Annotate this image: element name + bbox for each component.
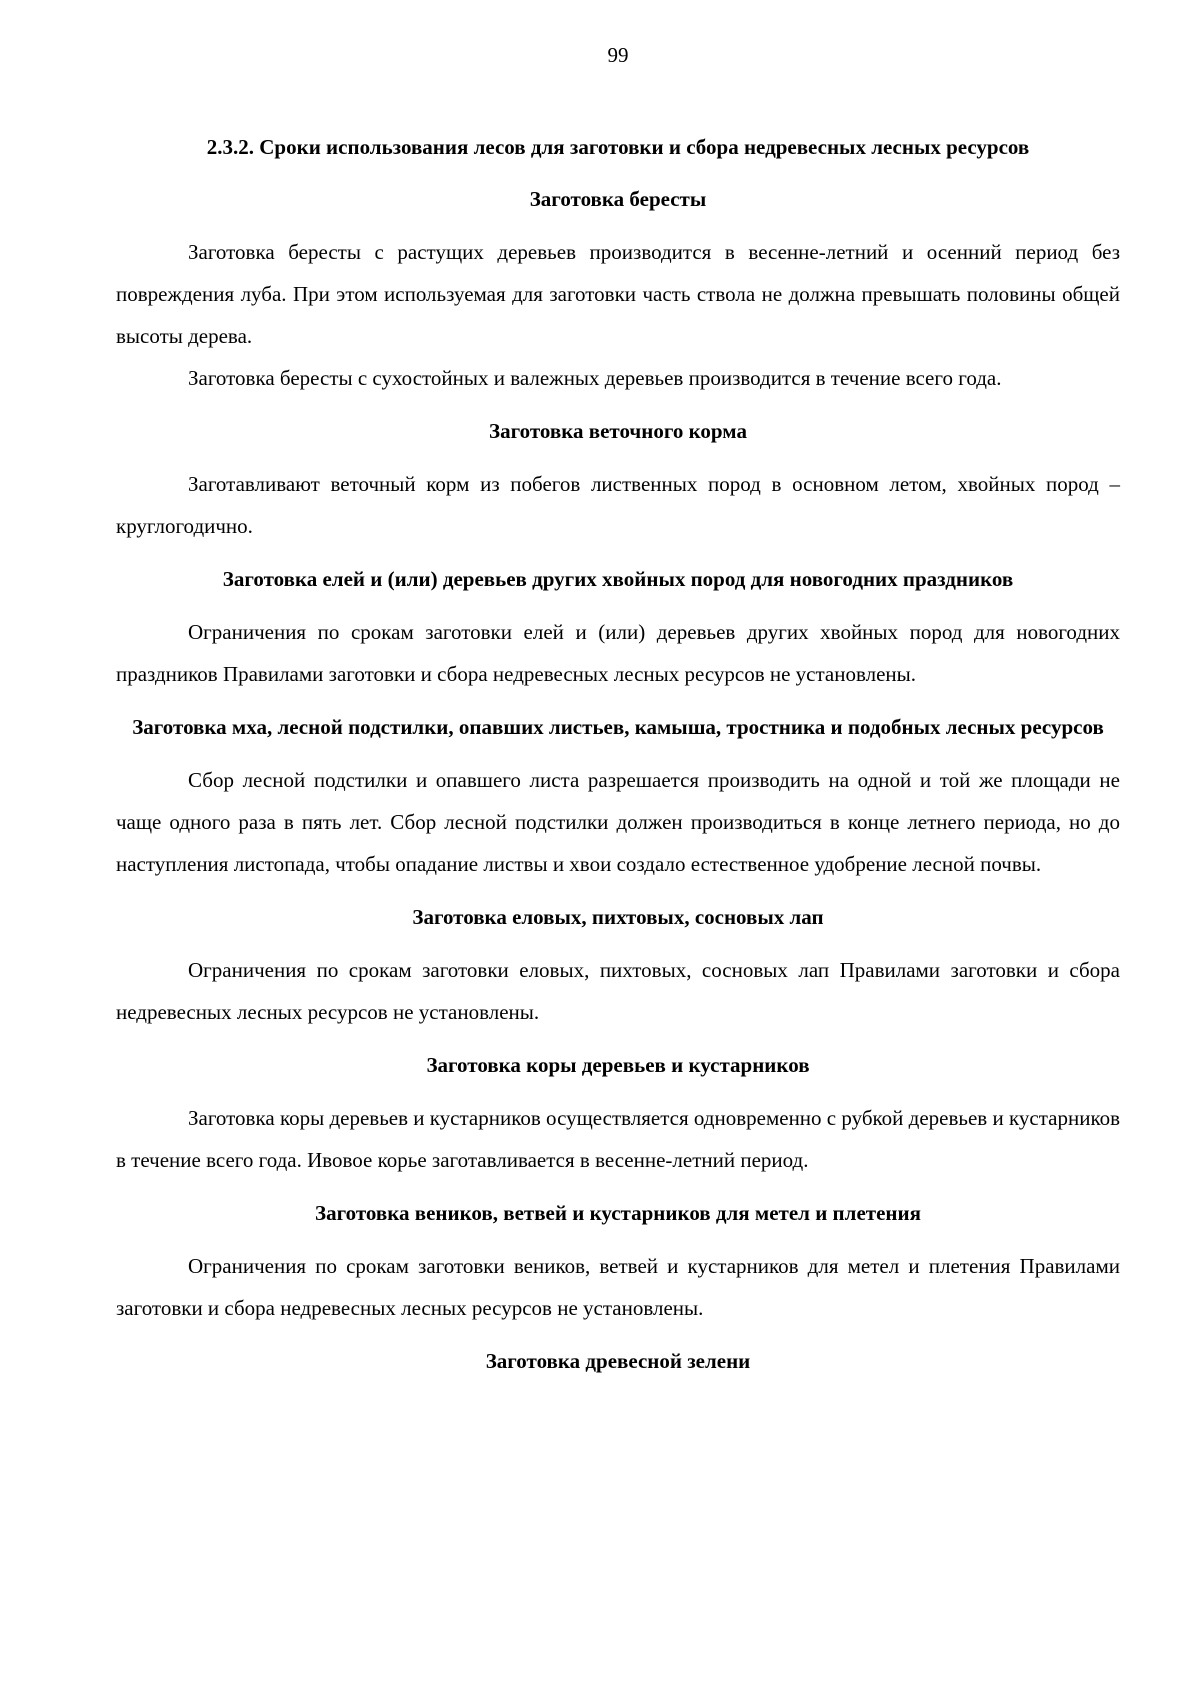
paragraph: Ограничения по срокам заготовки еловых, пихтовых, сосновых лап Правилами заготовки и сбора недревесных лесных ресурсов не установлены. [116, 958, 1120, 1024]
section-title: 2.3.2. Сроки использования лесов для заготовки и сбора недревесных лесных ресурсов [206, 135, 1030, 159]
paragraph: Сбор лесной подстилки и опавшего листа разрешается производить на одной и той же площади не чаще одного раза в пять лет. Сбор лесной подстилки должен производиться в конце летнего периода, но до наступления листопада, чтобы опадание листвы и хвои создало естественное удобрение лесной почвы. [116, 768, 1120, 876]
paragraph: Заготавливают веточный корм из побегов лиственных пород в основном летом, хвойных пород – круглогодично. [116, 472, 1120, 538]
paragraph: Ограничения по срокам заготовки веников, ветвей и кустарников для метел и плетения Правилами заготовки и сбора недревесных лесных ресурсов не установлены. [116, 1254, 1120, 1320]
subsection-heading: Заготовка бересты [529, 187, 707, 211]
subsection-heading: Заготовка елей и (или) деревьев других хвойных пород для новогодних праздников [222, 567, 1014, 591]
subsection-heading: Заготовка мха, лесной подстилки, опавших листьев, камыша, тростника и подобных лесных ресурсов [132, 715, 1104, 739]
subsection-heading: Заготовка древесной зелени [485, 1349, 751, 1373]
page-number: 99 [607, 43, 629, 67]
paragraph: Заготовка бересты с растущих деревьев производится в весенне-летний и осенний период без повреждения луба. При этом используемая для заготовки часть ствола не должна превышать половины общей высоты дерева. [116, 240, 1120, 348]
subsection-heading: Заготовка коры деревьев и кустарников [426, 1053, 810, 1077]
page-content [116, 126, 1120, 1393]
paragraph: Ограничения по срокам заготовки елей и (или) деревьев других хвойных пород для новогодних праздников Правилами заготовки и сбора недревесных лесных ресурсов не установлены. [116, 620, 1120, 686]
paragraph: Заготовка бересты с сухостойных и валежных деревьев производится в течение всего года. [188, 366, 1002, 390]
paragraph: Заготовка коры деревьев и кустарников осуществляется одновременно с рубкой деревьев и кустарников в течение всего года. Ивовое корье заготавливается в весенне-летний период. [116, 1106, 1120, 1172]
subsection-heading: Заготовка веников, ветвей и кустарников для метел и плетения [315, 1201, 921, 1225]
subsection-heading: Заготовка веточного корма [489, 419, 747, 443]
subsection-heading: Заготовка еловых, пихтовых, сосновых лап [412, 905, 824, 929]
